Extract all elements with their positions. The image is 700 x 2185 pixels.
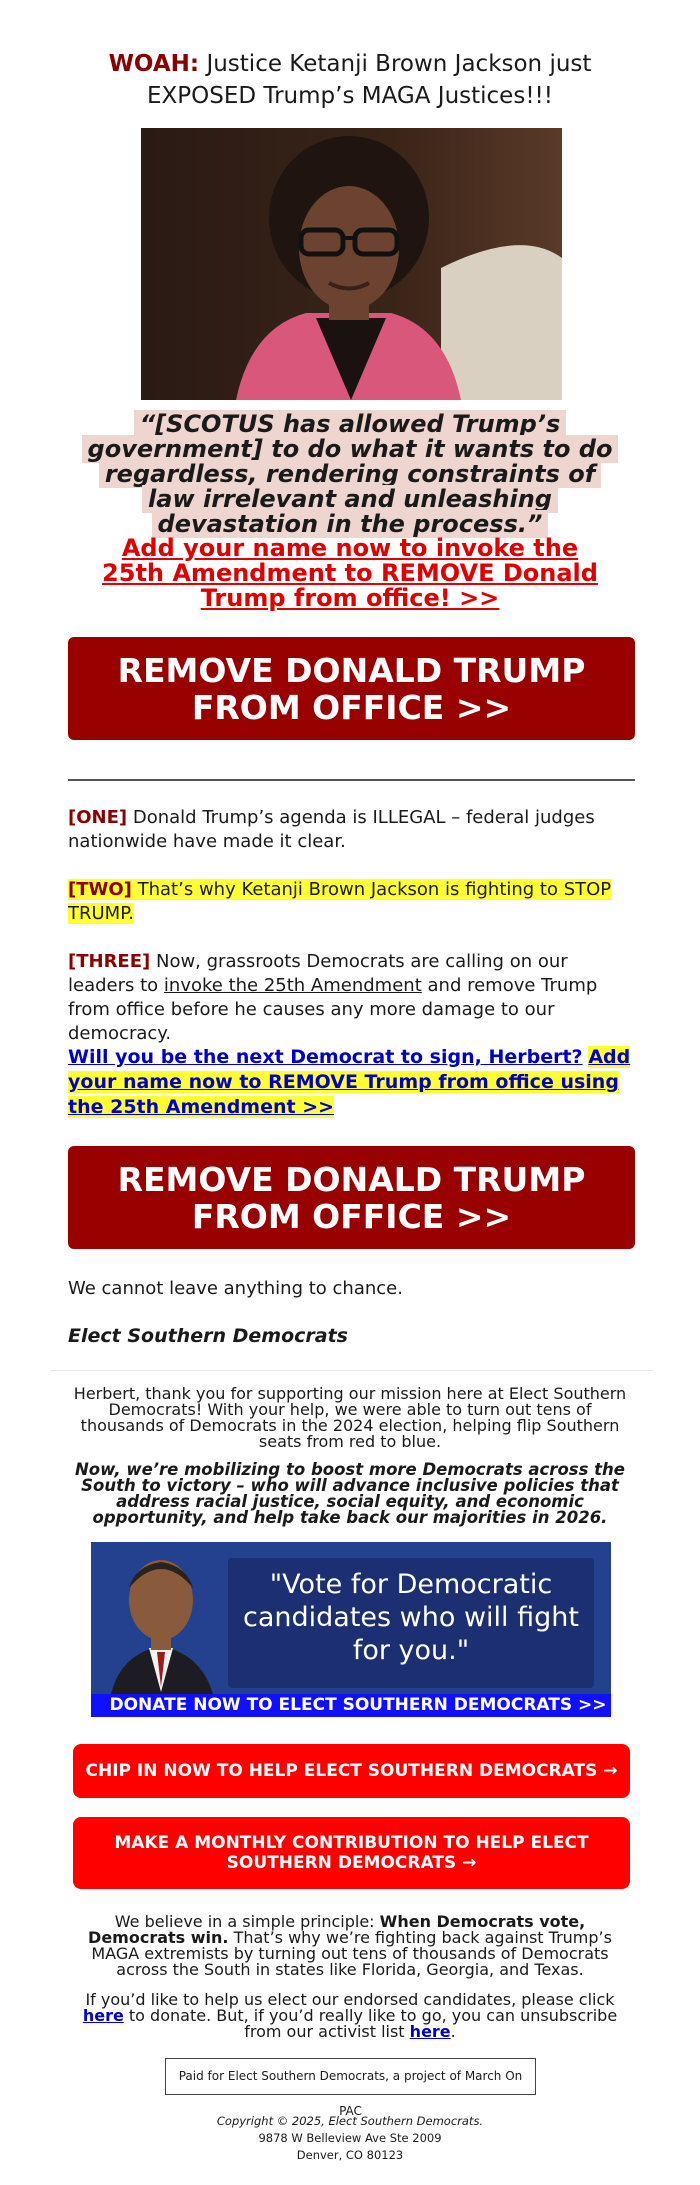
unsubscribe-text <box>70 1992 630 2040</box>
paid-for-box: Paid for Elect Southern Democrats, a project of March On PAC <box>165 2058 536 2095</box>
point-three-pre: Now, grassroots Democrats are calling on our leaders to <box>68 951 568 996</box>
divider <box>68 779 635 781</box>
footer-copyright: Copyright © 2025, Elect Southern Democrats. <box>216 2114 484 2128</box>
button-line2: FROM OFFICE >> <box>191 687 512 727</box>
footer-address-line2: Denver, CO 80123 <box>296 2148 404 2162</box>
footer-address-line1: 9878 W Belleview Ave Ste 2009 <box>258 2131 442 2145</box>
principle-bold: When Democrats vote, Democrats win. <box>88 1912 586 1947</box>
banner-quote: "Vote for Democratic candidates who will fight for you." <box>243 1569 579 1666</box>
hero-photo <box>141 128 562 400</box>
point-two <box>68 878 635 926</box>
principle-text <box>70 1914 630 1978</box>
principle-post: That’s why we’re fighting back against Trump’s MAGA extremists by turning out tens of thousands of Democrats across the South in states like Florida, Georgia, and Texas. <box>91 1928 612 1979</box>
point-one <box>68 806 635 854</box>
point-three-post: and remove Trump from office before he causes any more damage to our democracy. <box>68 975 598 1044</box>
sign-link-block <box>68 1045 635 1120</box>
point-one-text: Donald Trump’s agenda is ILLEGAL – federal judges nationwide have made it clear. <box>68 807 595 852</box>
point-one-label: [ONE] <box>68 807 128 828</box>
mobilizing-text: Now, we’re mobilizing to boost more Democrats across the South to victory – who will advance inclusive policies that address racial justice, social equity, and economic opportunity, and help take back our majorities in 2026. <box>74 1460 625 1527</box>
button-line1: REMOVE DONALD TRUMP <box>117 650 586 690</box>
unsub-text2: to donate. But, if you’d really like to go, you can unsubscribe from our activist list <box>128 2006 618 2041</box>
point-two-label: [TWO] <box>68 879 132 900</box>
sign-link-part2[interactable]: Add your name now to REMOVE Trump from office using the 25th Amendment >> <box>68 1046 631 1118</box>
chip-in-button[interactable]: CHIP IN NOW TO HELP ELECT SOUTHERN DEMOCRATS → <box>73 1744 630 1798</box>
button-line2: FROM OFFICE >> <box>191 1196 512 1236</box>
point-three-label: [THREE] <box>68 951 151 972</box>
thanks-text: Herbert, thank you for supporting our mission here at Elect Southern Democrats! With your help, we were able to turn out tens of thousands of Democrats in the 2024 election, helping flip Southern seats from red to blue. <box>73 1384 627 1451</box>
remove-trump-button-top[interactable] <box>68 637 635 740</box>
quote <box>80 412 620 537</box>
portrait-photo-icon <box>141 128 562 400</box>
sign-link-part1[interactable]: Will you be the next Democrat to sign, Herbert? <box>68 1046 583 1068</box>
unsub-text1: If you’d like to help us elect our endorsed candidates, please click <box>85 1990 615 2009</box>
donate-here-link[interactable]: here <box>82 2006 124 2025</box>
candidate-photo-icon <box>91 1542 231 1694</box>
point-three <box>68 950 635 1046</box>
unsubscribe-here-link[interactable]: here <box>409 2022 451 2041</box>
section-divider <box>50 1370 653 1371</box>
unsub-text3: . <box>450 2022 456 2041</box>
headline-prefix: WOAH: <box>108 51 200 77</box>
add-name-link[interactable]: Add your name now to invoke the 25th Amendment to REMOVE Donald Trump from office! >> <box>102 534 598 612</box>
headline <box>0 0 700 112</box>
headline-line2: EXPOSED Trump’s MAGA Justices!!! <box>147 83 553 109</box>
invoke-amendment-link[interactable]: invoke the 25th Amendment <box>163 975 422 996</box>
quote-text: “[SCOTUS has allowed Trump’s government] to do what it wants to do regardless, rendering constraints of law irrelevant and unleashing devastation in the process.” <box>82 410 619 538</box>
chance-text: We cannot leave anything to chance. <box>68 1278 403 1299</box>
headline-line1: Justice Ketanji Brown Jackson just <box>206 51 592 77</box>
monthly-contribution-button[interactable]: MAKE A MONTHLY CONTRIBUTION TO HELP ELECT SOUTHERN DEMOCRATS → <box>73 1817 630 1889</box>
point-two-text: That’s why Ketanji Brown Jackson is fighting to STOP TRUMP. <box>68 879 612 924</box>
banner-donate-strip[interactable]: DONATE NOW TO ELECT SOUTHERN DEMOCRATS >> <box>91 1694 611 1717</box>
principle-pre: We believe in a simple principle: <box>114 1912 375 1931</box>
button-line1: REMOVE DONALD TRUMP <box>117 1159 586 1199</box>
donate-banner[interactable] <box>91 1542 611 1717</box>
remove-trump-button-bottom[interactable] <box>68 1146 635 1249</box>
signature: Elect Southern Democrats <box>68 1325 348 1347</box>
